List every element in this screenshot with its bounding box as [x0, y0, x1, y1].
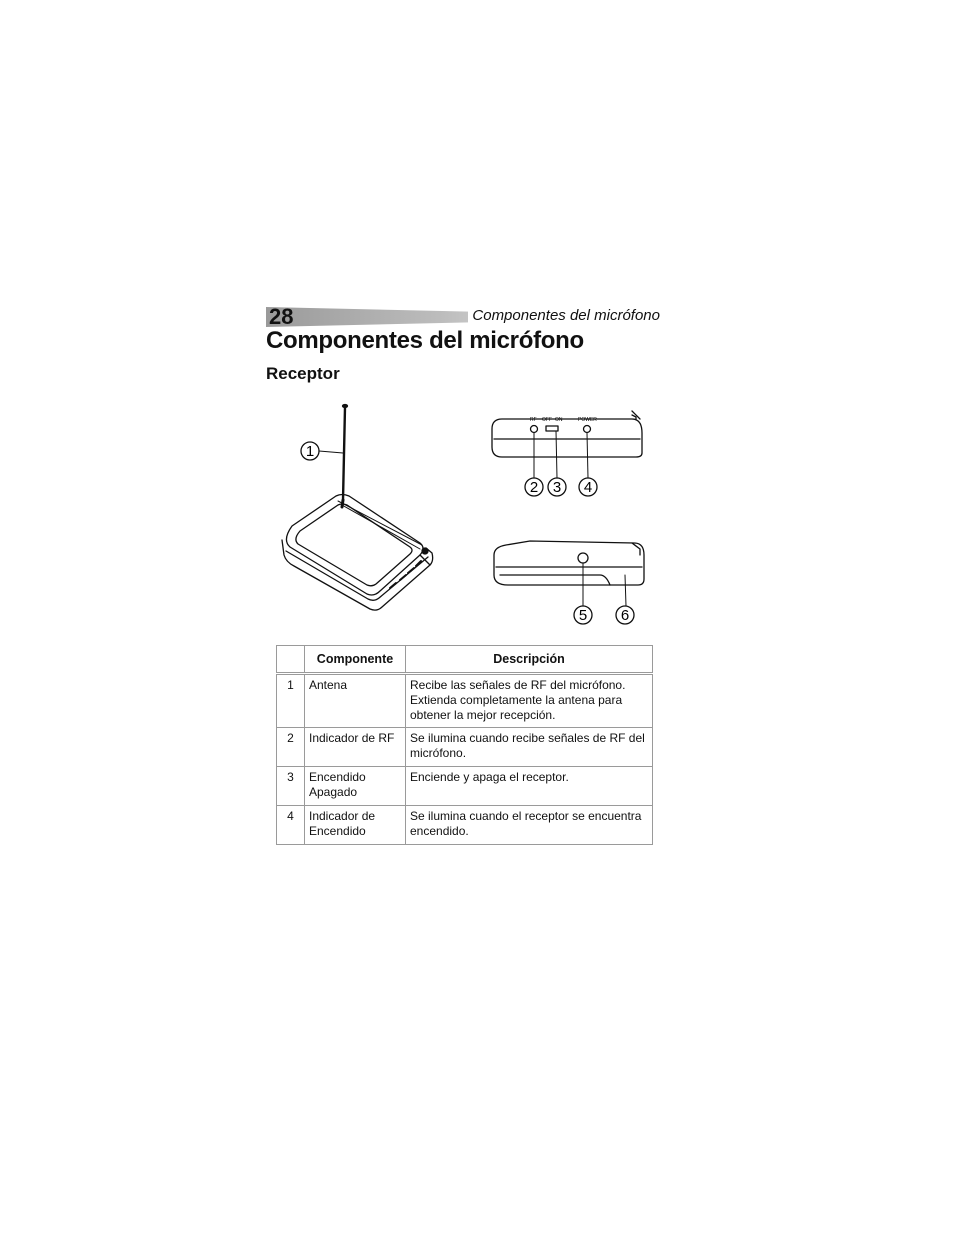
page-title: Componentes del micrófono: [266, 327, 584, 354]
callout-6: 6: [620, 607, 630, 624]
panel-label-rf: RF: [530, 417, 537, 423]
table-row: [277, 767, 653, 806]
callout-3: 3: [552, 479, 562, 496]
row-component: Indicador de RF: [305, 728, 406, 767]
panel-label-on: ON: [555, 417, 563, 423]
table-row: [277, 728, 653, 767]
page-header: [266, 305, 660, 329]
callout-4: 4: [583, 479, 593, 496]
row-description: Enciende y apaga el receptor.: [406, 767, 653, 806]
table-row: [277, 674, 653, 728]
row-number: 1: [277, 674, 305, 728]
row-number: 3: [277, 767, 305, 806]
receiver-figure: [270, 395, 660, 635]
header-description: Descripción: [406, 646, 653, 674]
row-description: Se ilumina cuando el receptor se encuentra encendido.: [406, 806, 653, 845]
row-number: 4: [277, 806, 305, 845]
row-description: Recibe las señales de RF del micrófono. Extienda completamente la antena para obtener la mejor recepción.: [406, 674, 653, 728]
running-title: Componentes del micrófono: [468, 307, 660, 324]
receiver-perspective-drawing: [282, 405, 433, 611]
row-description: Se ilumina cuando recibe señales de RF del micrófono.: [406, 728, 653, 767]
components-table: [276, 645, 653, 845]
receiver-top-view-drawing: [492, 411, 642, 496]
callout-1: 1: [305, 443, 315, 460]
header-component: Componente: [305, 646, 406, 674]
row-component: Encendido Apagado: [305, 767, 406, 806]
row-number: 2: [277, 728, 305, 767]
table-header-row: [277, 646, 653, 674]
panel-label-off: OFF: [542, 417, 552, 423]
callout-2: 2: [529, 479, 539, 496]
row-component: Antena: [305, 674, 406, 728]
page-number: 28: [269, 304, 294, 329]
callout-5: 5: [578, 607, 588, 624]
section-title: Receptor: [266, 364, 340, 383]
table-row: [277, 806, 653, 845]
header-number: [277, 646, 305, 674]
row-component: Indicador de Encendido: [305, 806, 406, 845]
receiver-illustration: [270, 395, 660, 635]
panel-label-power: POWER: [578, 417, 597, 423]
